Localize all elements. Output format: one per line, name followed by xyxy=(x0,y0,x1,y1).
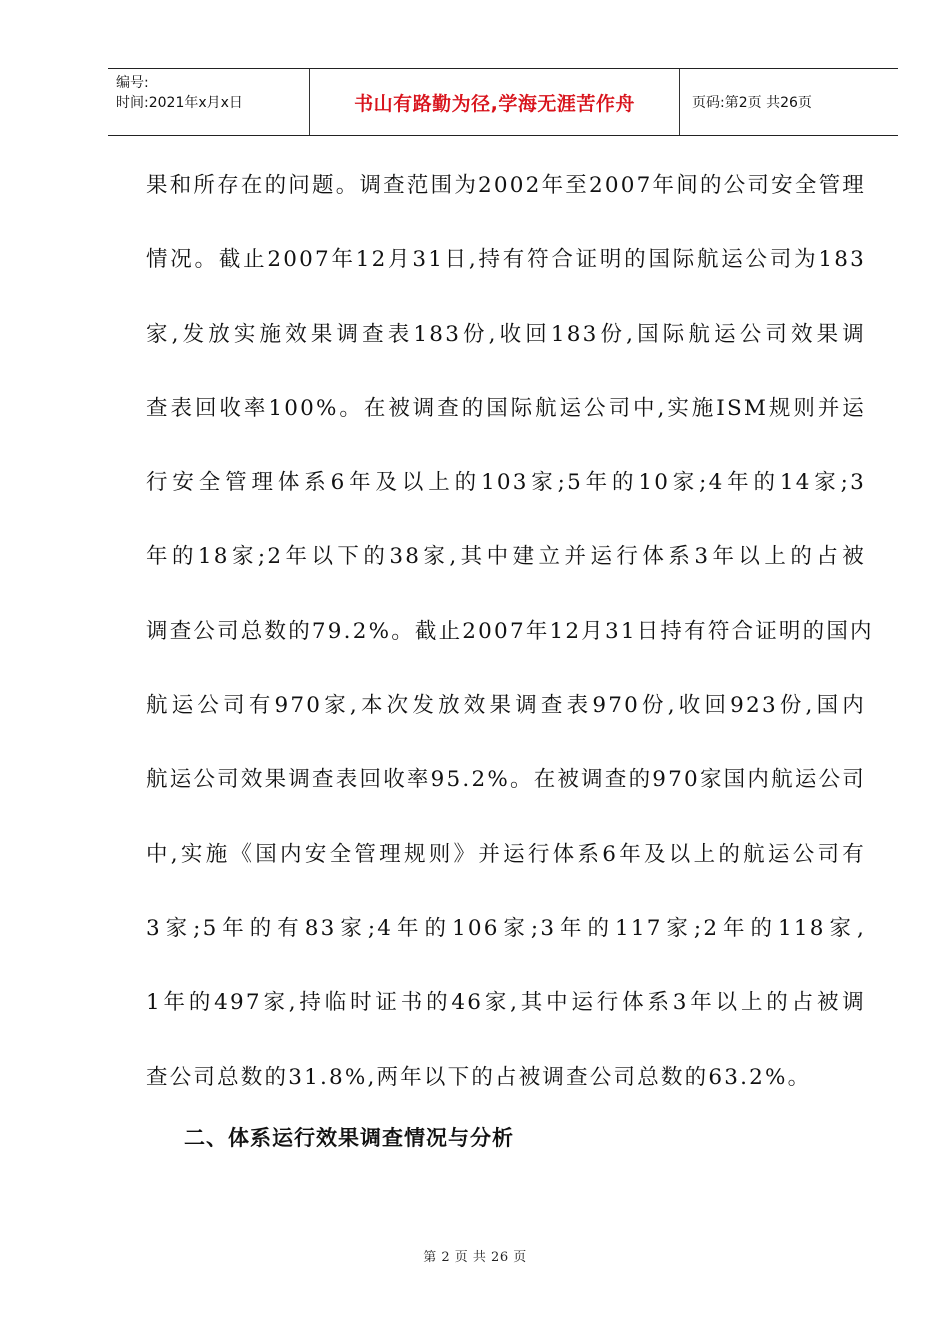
page-footer: 第 2 页 共 26 页 xyxy=(423,1250,527,1265)
body-line: 中,实施《国内安全管理规则》并运行体系6年及以上的航运公司有 xyxy=(146,841,866,867)
body-line: 果和所存在的问题。调查范围为2002年至2007年间的公司安全管理 xyxy=(146,173,866,198)
body-line: 3家;5年的有83家;4年的106家;3年的117家;2年的118家, xyxy=(146,915,866,941)
page-header xyxy=(108,68,898,136)
body-line: 航运公司有970家,本次发放效果调查表970份,收回923份,国内 xyxy=(146,693,866,719)
body-line: 查公司总数的31.8%,两年以下的占被调查公司总数的63.2%。 xyxy=(146,1064,812,1090)
body-line: 年的18家;2年以下的38家,其中建立并运行体系3年以上的占被 xyxy=(146,544,866,570)
header-motto: 书山有路勤为径,学海无涯苦作舟 xyxy=(310,69,680,135)
body-line: 行安全管理体系6年及以上的103家;5年的10家;4年的14家;3 xyxy=(146,470,866,496)
body-line: 调查公司总数的79.2%。截止2007年12月31日持有符合证明的国内 xyxy=(146,618,874,644)
body-line: 家,发放实施效果调查表183份,收回183份,国际航运公司效果调 xyxy=(146,321,866,347)
body-paragraph xyxy=(146,160,874,1126)
body-line: 航运公司效果调查表回收率95.2%。在被调查的970家国内航运公司 xyxy=(146,767,866,793)
body-line: 1年的497家,持临时证书的46家,其中运行体系3年以上的占被调 xyxy=(146,990,866,1016)
body-line: 查表回收率100%。在被调查的国际航运公司中,实施ISM规则并运 xyxy=(146,395,866,421)
header-page-info: 页码:第2页 共26页 xyxy=(692,95,812,111)
section-heading: 二、体系运行效果调查情况与分析 xyxy=(184,1126,514,1150)
header-meta-cell xyxy=(108,69,310,135)
body-line: 情况。截止2007年12月31日,持有符合证明的国际航运公司为183 xyxy=(146,247,866,273)
document-date-label: 时间:2021年x月x日 xyxy=(116,95,243,111)
document-number-label: 编号: xyxy=(116,75,149,91)
